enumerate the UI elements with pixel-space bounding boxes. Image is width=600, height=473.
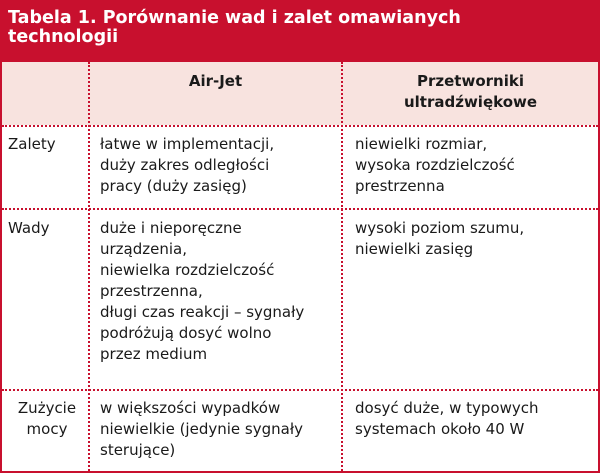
table-grid <box>2 62 598 471</box>
row-divider <box>2 389 598 391</box>
column-header-airjet: Air-Jet <box>188 72 243 90</box>
row-label-wady: Wady <box>8 219 50 237</box>
table-title: Tabela 1. Porównanie wad i zalet omawianych technologii <box>2 2 598 62</box>
row-divider <box>2 125 598 127</box>
row-divider <box>2 208 598 210</box>
cell-zuzycie-ultrasonic: dosyć duże, w typowych systemach około 40 W <box>355 399 539 438</box>
column-header-ultrasonic: Przetworniki ultradźwiękowe <box>403 72 538 111</box>
column-divider <box>341 62 343 471</box>
column-divider <box>88 62 90 471</box>
cell-zalety-airjet: łatwe w implementacji, duży zakres odległości pracy (duży zasięg) <box>100 135 275 195</box>
cell-zuzycie-airjet: w większości wypadków niewielkie (jedynie sygnały sterujące) <box>100 399 303 459</box>
cell-zalety-ultrasonic: niewielki rozmiar, wysoka rozdzielczość prestrzenna <box>355 135 515 195</box>
cell-wady-ultrasonic: wysoki poziom szumu, niewielki zasięg <box>355 219 525 258</box>
row-label-zuzycie-mocy: Zużycie mocy <box>17 399 77 438</box>
cell-wady-airjet: duże i nieporęczne urządzenia, niewielka rozdzielczość przestrzenna, długi czas reakcji – sygnały podróżują dosyć wolno przez medium <box>100 219 305 363</box>
row-label-zalety: Zalety <box>8 135 56 153</box>
